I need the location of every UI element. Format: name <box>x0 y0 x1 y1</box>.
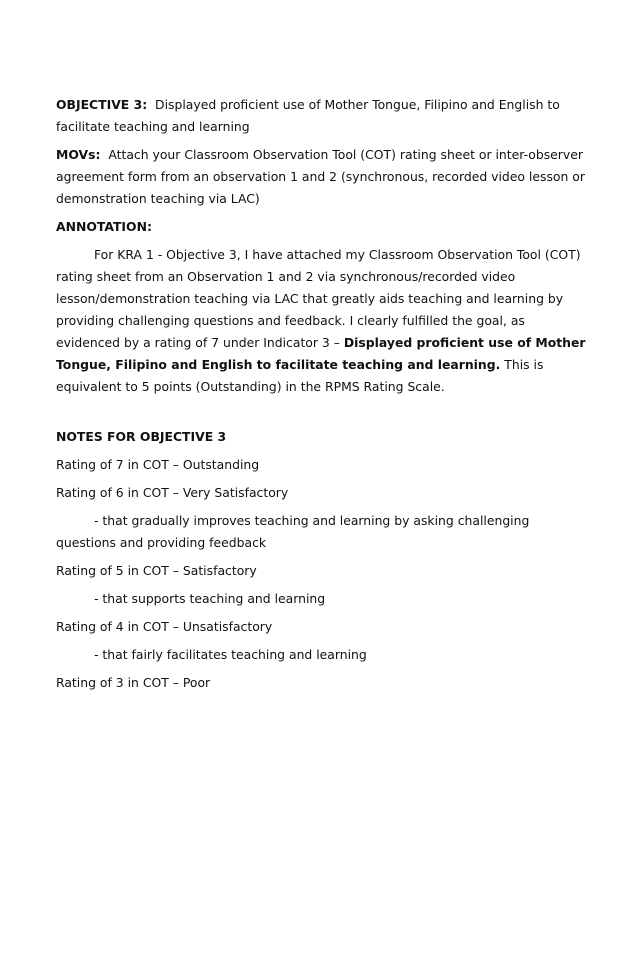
movs-label: MOVs: <box>56 147 101 162</box>
annotation-body <box>56 244 586 398</box>
movs-paragraph <box>56 144 586 210</box>
note-rating-6-detail: - that gradually improves teaching and learning by asking challenging questions and providing feedback <box>56 513 530 550</box>
objective-label: OBJECTIVE 3: <box>56 97 148 112</box>
note-rating-7: Rating of 7 in COT – Outstanding <box>56 457 260 472</box>
movs-text: Attach your Classroom Observation Tool (COT) rating sheet or inter-observer agreement form from an observation 1 and 2 (synchronous, recorded video lesson or demonstration teaching via LAC) <box>56 147 585 206</box>
annotation-body-part1: For KRA 1 - Objective 3, I have attached my Classroom Observation Tool (COT) rating sheet from an Observation 1 and 2 via synchronous/recorded video lesson/demonstration teaching via LAC that greatly aids teaching and learning by providing challenging questions and feedback. I clearly fulfilled the goal, as evidenced by a rating of 7 under Indicator 3 – <box>56 247 581 350</box>
note-rating-6: Rating of 6 in COT – Very Satisfactory <box>56 485 289 500</box>
annotation-heading: ANNOTATION: <box>56 219 152 234</box>
note-rating-4-detail: - that fairly facilitates teaching and learning <box>94 647 367 662</box>
note-rating-4: Rating of 4 in COT – Unsatisfactory <box>56 619 273 634</box>
annotation-body-part2: This is equivalent to 5 points (Outstanding) in the RPMS Rating Scale. <box>56 357 544 394</box>
section-spacer <box>56 404 586 426</box>
objective-text: Displayed proficient use of Mother Tongue, Filipino and English to facilitate teaching and learning <box>56 97 560 134</box>
annotation-body-bold: Displayed proficient use of Mother Tongue, Filipino and English to facilitate teaching and learning. <box>56 335 586 372</box>
note-rating-3: Rating of 3 in COT – Poor <box>56 675 211 690</box>
objective-paragraph <box>56 94 586 138</box>
note-rating-5: Rating of 5 in COT – Satisfactory <box>56 563 257 578</box>
note-rating-5-detail: - that supports teaching and learning <box>94 591 326 606</box>
notes-heading: NOTES FOR OBJECTIVE 3 <box>56 429 227 444</box>
